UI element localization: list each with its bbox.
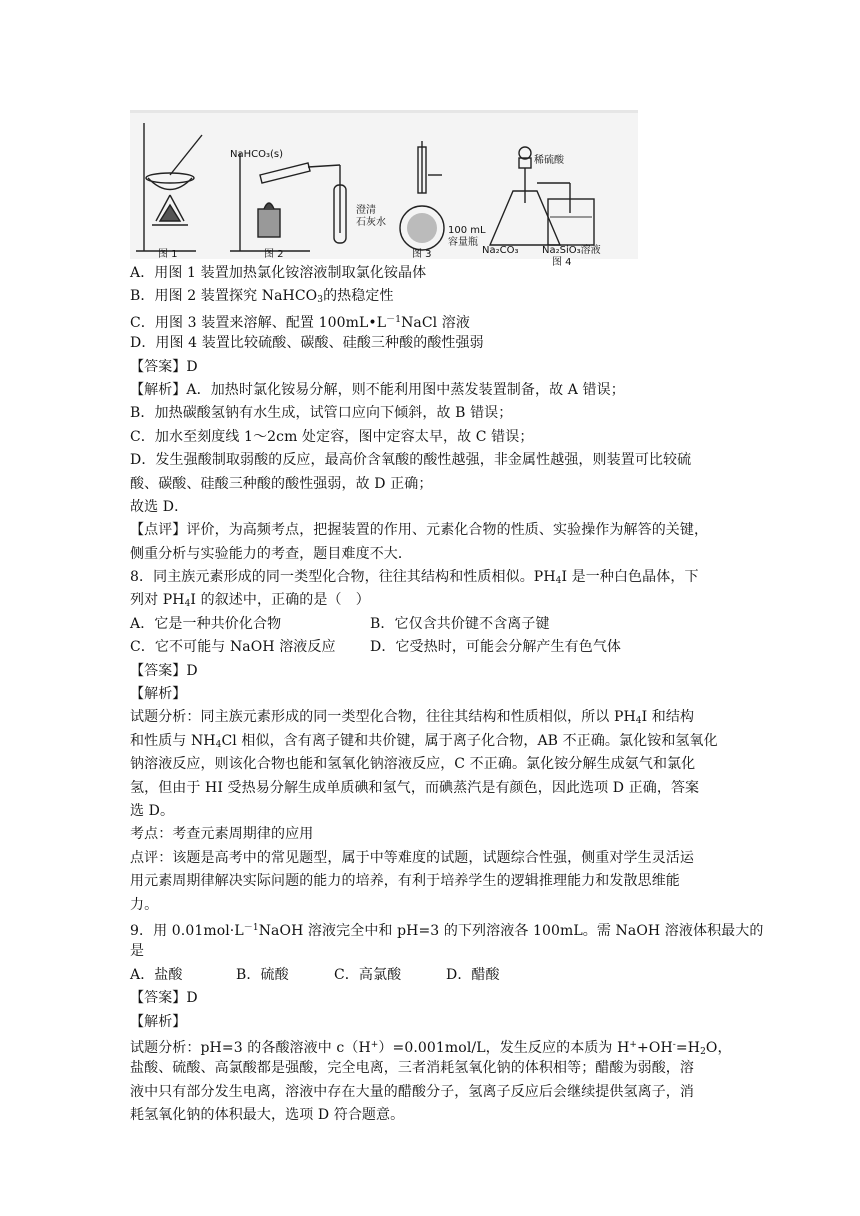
q7-analysis-b: B．加热碳酸氢钠有水生成，试管口应向下倾斜，故 B 错误； xyxy=(130,405,513,422)
q9-option-a: A．盐酸 xyxy=(130,966,183,983)
q7-option-d: D．用图 4 装置比较硫酸、碳酸、硅酸三种酸的酸性强弱 xyxy=(130,335,484,352)
na2sio3-label: Na₂SiO₃溶液 xyxy=(542,245,601,256)
q9-option-b: B．硫酸 xyxy=(236,966,289,983)
dilute-acid-label: 稀硫酸 xyxy=(534,155,564,166)
q9-analysis-4: 耗氢氧化钠的体积最大，选项 D 符合题意。 xyxy=(130,1107,405,1124)
q9-analysis-1: 试题分析：pH=3 的各酸溶液中 c（H+）=0.001mol/L，发生反应的本质为 $H^++OH^-=H_2O$， xyxy=(130,1039,732,1057)
q7-analysis-a: 【解析】A．加热时氯化铵易分解，则不能利用图中蒸发装置制备，故 A 错误； xyxy=(130,381,625,398)
q8-options-ab xyxy=(130,613,730,636)
q8-stem-2: 列对 $PH_4I$ 的叙述中，正确的是（ ） xyxy=(130,592,370,610)
q8-analysis-2: 和性质与 $NH_4Cl$ 相似，含有离子键和共价键，属于离子化合物，AB 不正确。氯化铵和氢氧化 xyxy=(130,732,718,750)
apparatus-drawing xyxy=(130,113,638,268)
q9-options xyxy=(130,964,730,987)
q7-answer: 【答案】D xyxy=(130,358,198,375)
q8-comment-3: 力。 xyxy=(130,896,159,913)
q8-option-d: D．它受热时，可能会分解产生有色气体 xyxy=(370,639,622,656)
q8-option-c: C．它不可能与 NaOH 溶液反应 xyxy=(130,639,336,656)
fig4-label: 图 4 xyxy=(552,257,572,268)
q8-analysis-5: 选 D。 xyxy=(130,802,175,819)
limewater-label-2: 石灰水 xyxy=(356,217,386,228)
q8-option-a: A．它是一种共价化合物 xyxy=(130,615,282,632)
q9-analysis-2: 盐酸、硫酸、高氯酸都是强酸，完全电离，三者消耗氢氧化钠的体积相等；醋酸为弱酸，溶 xyxy=(130,1060,694,1077)
q9-answer: 【答案】D xyxy=(130,990,198,1007)
q7-option-a: A．用图 1 装置加热氯化铵溶液制取氯化铵晶体 xyxy=(130,265,427,281)
q7-option-c: C．用图 3 装置来溶解、配置 $100mL•L^{-1}NaCl$ 溶液 xyxy=(130,314,470,331)
q8-analysis-3: 钠溶液反应，则该化合物也能和氢氧化钠溶液反应，C 不正确。氯化铵分解生成氨气和氯化 xyxy=(130,756,696,773)
q9-stem-1: 9．用 $0.01mol\cdot L^{-1}NaOH$ 溶液完全中和 pH=3 的下列溶液各 100mL。需 NaOH 溶液体积最大的 xyxy=(130,922,764,939)
fig2-label: 图 2 xyxy=(264,249,284,260)
q8-analysis-title: 【解析】 xyxy=(130,686,187,703)
q9-option-d: D．醋酸 xyxy=(446,966,500,983)
flask-label-2: 容量瓶 xyxy=(448,237,478,248)
q7-analysis-d2: 酸、碳酸、硅酸三种酸的酸性强弱，故 D 正确； xyxy=(130,475,433,492)
q7-conclusion: 故选 D． xyxy=(130,498,189,515)
q9-stem-2: 是 xyxy=(130,943,145,960)
q7-option-b: B．用图 2 装置探究 NaHCO$_3$的热稳定性 xyxy=(130,288,394,306)
q7-comment-2: 侧重分析与实验能力的考查，题目难度不大． xyxy=(130,545,412,562)
q8-kaodian: 考点：考查元素周期律的应用 xyxy=(130,826,314,843)
q9-analysis-title: 【解析】 xyxy=(130,1013,187,1030)
q7-comment-1: 【点评】评价，为高频考点，把握装置的作用、元素化合物的性质、实验操作为解答的关键， xyxy=(130,522,709,539)
q7-analysis-d1: D．发生强酸制取弱酸的反应，最高价含氧酸的酸性越强，非金属性越强，则装置可比较硫 xyxy=(130,452,692,469)
q7-analysis-c: C．加水至刻度线 1～2cm 处定容，图中定容太早，故 C 错误； xyxy=(130,428,534,445)
q8-analysis-1: 试题分析：同主族元素形成的同一类型化合物，往往其结构和性质相似，所以 $PH_4I$ 和结构 xyxy=(130,709,695,727)
q8-options-cd xyxy=(130,636,730,659)
fig3-label: 图 3 xyxy=(412,249,432,260)
q8-analysis-4: 氢，但由于 HI 受热易分解生成单质碘和氢气，而碘蒸汽是有颜色，因此选项 D 正确，答案 xyxy=(130,779,700,796)
q8-option-b: B．它仅含共价键不含离子键 xyxy=(370,615,550,632)
nahco3-label: NaHCO₃(s) xyxy=(230,149,284,160)
q8-comment-1: 点评：该题是高考中的常见题型，属于中等难度的试题，试题综合性强，侧重对学生灵活运 xyxy=(130,849,694,866)
q9-option-c: C．高氯酸 xyxy=(334,966,402,983)
q9-analysis-3: 液中只有部分发生电离，溶液中存在大量的醋酸分子，氢离子反应后会继续提供氢离子，消 xyxy=(130,1083,694,1100)
limewater-label-1: 澄清 xyxy=(356,205,376,216)
q8-answer: 【答案】D xyxy=(130,662,198,679)
na2co3-label: Na₂CO₃ xyxy=(482,245,519,256)
apparatus-figure xyxy=(130,110,638,268)
fig1-label: 图 1 xyxy=(158,249,178,260)
question-text xyxy=(130,262,764,1127)
q8-comment-2: 用元素周期律解决实际问题的能力的培养，有利于培养学生的逻辑推理能力和发散思维能 xyxy=(130,873,680,890)
flask-label-1: 100 mL xyxy=(448,225,486,236)
q8-stem-1: 8．同主族元素形成的同一类型化合物，往往其结构和性质相似。$PH_4I$ 是一种白色晶体，下 xyxy=(130,569,699,587)
